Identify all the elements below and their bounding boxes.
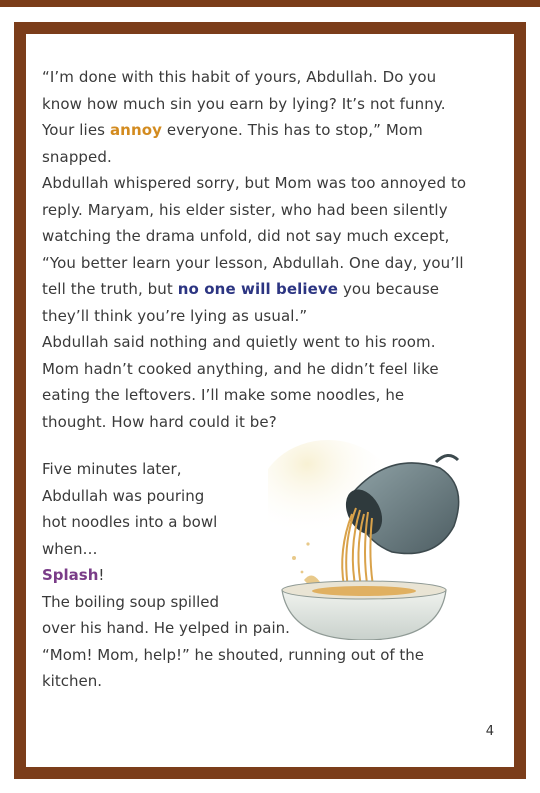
highlight-annoy: annoy xyxy=(109,121,162,139)
splash-word: Splash xyxy=(42,566,99,584)
bowl-icon xyxy=(282,581,446,640)
splash-line: Splash! xyxy=(42,566,105,584)
paragraph-maryam: Abdullah whispered sorry, but Mom was too annoyed to reply. Maryam, his elder sister, who had been silently watching the drama unfold, did not say much except, “You better learn your lesson, Abdullah. One day, you’ll tell the truth, but no one will believe you because they’ll think you’re lying as usual.” xyxy=(42,174,467,325)
paragraph-mom-scolds: “I’m done with this habit of yours, Abdullah. Do you know how much sin you earn by lying? It’s not funny. Your lies annoy everyone. This has to stop,” Mom snapped. xyxy=(42,68,446,166)
paragraph-spill-line1: The boiling soup spilled xyxy=(42,592,220,611)
page-number: 4 xyxy=(485,724,494,739)
top-strip xyxy=(0,0,540,7)
noodle-pot-illustration xyxy=(268,440,478,640)
paragraph-noodles: Abdullah said nothing and quietly went to his room. Mom hadn’t cooked anything, and he didn’t feel like eating the leftovers. I’ll make some noodles, he thought. How hard could it be? xyxy=(42,333,439,431)
highlight-no-one-will-believe: no one will believe xyxy=(177,280,339,298)
paragraph-five-minutes: Five minutes later, Abdullah was pouring hot noodles into a bowl when… xyxy=(42,460,218,558)
story-text xyxy=(42,64,472,435)
paragraph-help: “Mom! Mom, help!” he shouted, running out of the kitchen. xyxy=(42,645,425,690)
paragraph-spill-line2: over his hand. He yelped in pain. xyxy=(42,619,290,637)
